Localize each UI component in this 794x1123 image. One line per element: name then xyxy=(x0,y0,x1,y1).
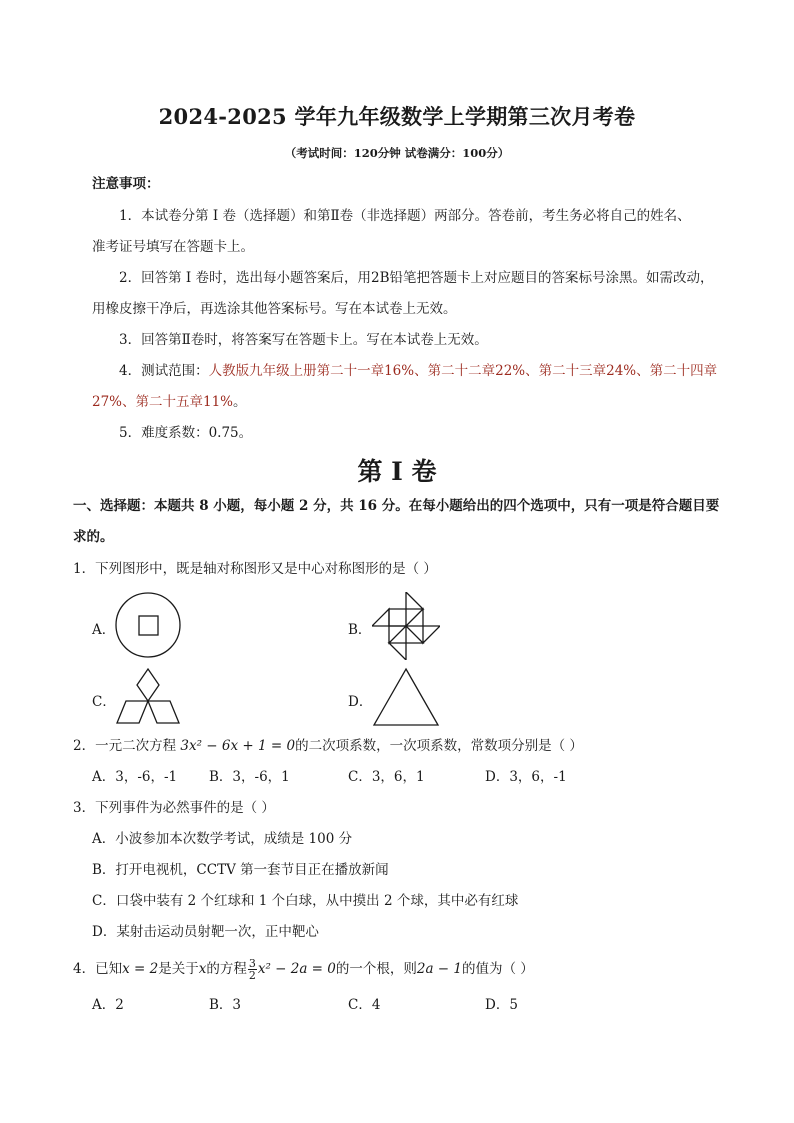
triangle-figure xyxy=(372,667,440,727)
test-scope-text: 人教版九年级上册第二十一章16%、第二十二章22%、第二十三章24%、第二十四章 xyxy=(208,363,718,379)
q3-option-b: B．打开电视机，CCTV 第一套节目正在播放新闻 xyxy=(92,862,389,878)
part-1-heading: 一、选择题： xyxy=(73,498,154,514)
notice-item-1-line-2: 准考证号填写在答题卡上。 xyxy=(92,239,254,255)
exam-subtitle: （考试时间：120分钟 试卷满分：100分） xyxy=(284,146,510,160)
part-1-instructions xyxy=(73,497,719,515)
q4-condition: x = 2 xyxy=(122,961,159,977)
q4-fraction xyxy=(248,958,257,981)
q3-option-c: C．口袋中装有 2 个红球和 1 个白球，从中摸出 2 个球，其中必有红球 xyxy=(92,893,519,909)
q1-option-b-label: B． xyxy=(348,622,372,638)
q4-stem-mid-3: 的一个根，则 xyxy=(335,961,417,977)
q3-option-a: A．小波参加本次数学考试，成绩是 100 分 xyxy=(92,831,353,847)
section-title: 第 I 卷 xyxy=(357,457,437,486)
notice-item-4-prefix: 4．测试范围： xyxy=(119,363,209,379)
q2-option-b: B．3，-6，1 xyxy=(209,769,290,785)
q4-expression: 2a − 1 xyxy=(416,961,462,977)
q1-option-d-label: D． xyxy=(348,694,373,710)
q4-fraction-denominator: 2 xyxy=(248,969,256,982)
q1-stem: 1．下列图形中，既是轴对称图形又是中心对称图形的是（ ） xyxy=(73,561,437,577)
q4-option-b: B．3 xyxy=(209,997,242,1013)
notice-item-1-line-1: 1．本试卷分第 I 卷（选择题）和第Ⅱ卷（非选择题）两部分。答卷前，考生务必将自己的姓名、 xyxy=(119,208,691,224)
part-1-instructions-text: 本题共 8 小题，每小题 2 分，共 16 分。在每小题给出的四个选项中，只有一项是符合题目要 xyxy=(154,498,720,514)
q1-option-a-label: A． xyxy=(92,622,116,638)
q4-stem-mid-2: 的方程 xyxy=(206,961,247,977)
q4-option-a: A．2 xyxy=(92,997,124,1013)
q4-stem-mid-1: 是关于 xyxy=(158,961,199,977)
three-rhombus-figure xyxy=(115,667,181,725)
notice-heading: 注意事项： xyxy=(92,176,160,192)
notice-item-2-line-2: 用橡皮擦干净后，再选涂其他答案标号。写在本试卷上无效。 xyxy=(92,301,457,317)
q2-equation: 3x² − 6x + 1 = 0 xyxy=(180,738,296,754)
q4-option-c: C．4 xyxy=(348,997,381,1013)
q2-stem-suffix: 的二次项系数，一次项系数，常数项分别是（ ） xyxy=(295,738,583,754)
q4-stem-suffix: 的值为（ ） xyxy=(462,961,534,977)
notice-item-5: 5．难度系数：0.75。 xyxy=(119,425,253,441)
q3-stem: 3．下列事件为必然事件的是（ ） xyxy=(73,800,275,816)
pinwheel-figure xyxy=(372,592,440,660)
notice-item-3: 3．回答第Ⅱ卷时，将答案写在答题卡上。写在本试卷上无效。 xyxy=(119,332,488,348)
q2-option-d: D．3，6，-1 xyxy=(485,769,567,785)
q2-option-a: A．3，-6，-1 xyxy=(92,769,178,785)
q4-option-d: D．5 xyxy=(485,997,518,1013)
notice-item-4-suffix: 。 xyxy=(233,394,247,410)
q4-variable: x xyxy=(198,961,207,977)
q4-stem-prefix: 4．已知 xyxy=(73,961,123,977)
q4-equation-rest: x² − 2a = 0 xyxy=(257,961,336,977)
notice-item-2-line-1: 2．回答第 I 卷时，选出每小题答案后，用2B铅笔把答题卡上对应题目的答案标号涂黑。如需改动， xyxy=(119,270,714,286)
notice-item-4-line-2 xyxy=(92,393,247,411)
q1-option-c-label: C． xyxy=(92,694,116,710)
q3-option-d: D．某射击运动员射靶一次，正中靶心 xyxy=(92,924,319,940)
circle-with-square-figure xyxy=(114,592,184,660)
part-1-instructions-line-2: 求的。 xyxy=(73,529,114,545)
notice-item-4-line-1 xyxy=(119,362,717,380)
q4-fraction-numerator: 3 xyxy=(248,957,256,970)
q2-option-c: C．3，6，1 xyxy=(348,769,425,785)
q4-stem xyxy=(73,958,534,981)
q2-stem-prefix: 2．一元二次方程 xyxy=(73,738,181,754)
q2-stem xyxy=(73,737,583,755)
exam-title: 2024-2025 学年九年级数学上学期第三次月考卷 xyxy=(158,104,636,129)
test-scope-text-cont: 27%、第二十五章11% xyxy=(92,394,234,410)
